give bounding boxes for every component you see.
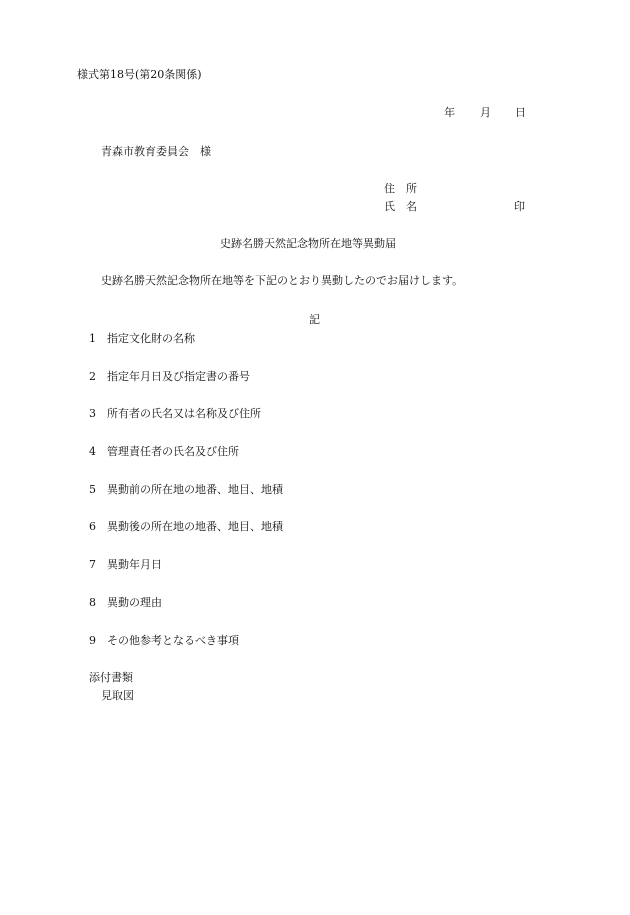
document-title: 史跡名勝天然記念物所在地等異動届 [220,237,396,250]
form-number: 様式第18号(第20条関係) [77,68,202,81]
item-label: 異動年月日 [107,558,162,571]
item-number: 2 [89,370,96,383]
item-label: 管理責任者の氏名及び住所 [107,445,239,458]
date-year-label: 年 [444,106,455,119]
item-label: その他参考となるべき事項 [107,634,239,647]
item-label: 指定年月日及び指定書の番号 [107,370,250,383]
item-number: 4 [89,445,96,458]
date-month-label: 月 [480,106,491,119]
item-number: 9 [89,634,96,647]
attachments-heading: 添付書類 [89,671,133,684]
item-label: 異動の理由 [107,596,162,609]
item-number: 7 [89,558,96,571]
item-label: 所有者の氏名又は名称及び住所 [107,407,261,420]
item-label: 指定文化財の名称 [107,332,195,345]
item-number: 8 [89,596,96,609]
applicant-address-label: 住 所 [384,182,417,195]
body-text: 史跡名勝天然記念物所在地等を下記のとおり異動したのでお届けします。 [101,274,464,287]
applicant-name-label: 氏 名 [384,200,417,213]
item-number: 5 [89,483,96,496]
item-number: 6 [89,520,96,533]
item-label: 異動後の所在地の地番、地目、地積 [107,520,283,533]
item-label: 異動前の所在地の地番、地目、地積 [107,483,283,496]
ki-heading: 記 [309,313,320,326]
addressee: 青森市教育委員会 様 [101,145,211,158]
item-number: 3 [89,407,96,420]
item-number: 1 [89,332,96,345]
seal-mark: 印 [514,200,525,213]
attachment-item: 見取図 [101,689,134,702]
date-day-label: 日 [515,106,526,119]
